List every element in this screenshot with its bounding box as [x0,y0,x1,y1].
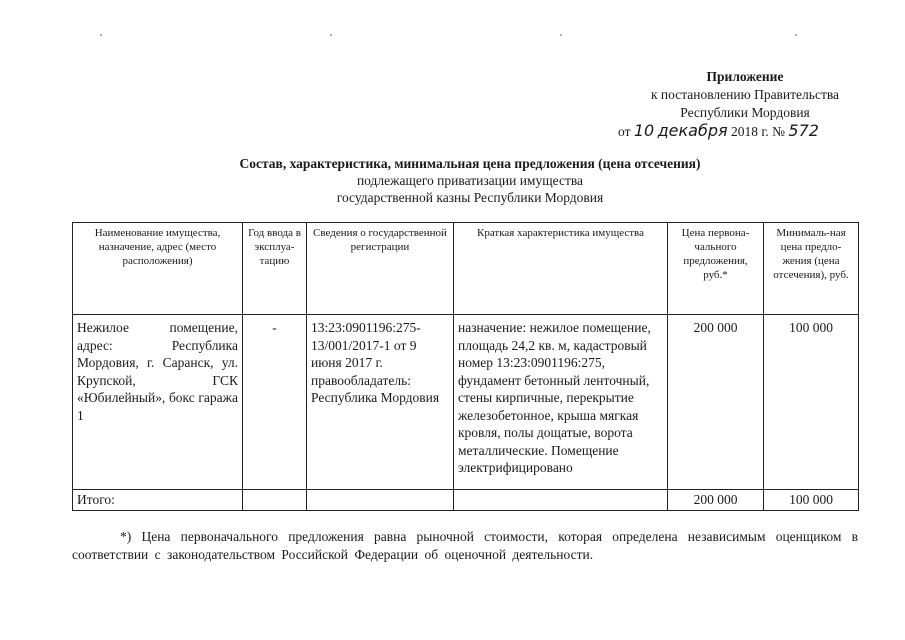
header-registration: Сведения о государственной регистрации [307,223,454,315]
cell-description: назначение: нежилое помещение, площадь 24,2 кв. м, кадастровый номер 13:23:0901196:275, фундамент бетонный ленточный, стены кирпичные, перекрытие железобетонное, крыша мягкая кровля, полы дощатые, ворота металлические. Помещение электрифицировано [454,315,668,490]
scan-dot [100,34,102,36]
header-year: Год ввода в эксплуа-тацию [243,223,307,315]
cell-registration: 13:23:0901196:275-13/001/2017-1 от 9 июня 2017 г. правообладатель: Республика Мордовия [307,315,454,490]
appendix-header [600,68,890,141]
appendix-line-2: Республики Мордовия [680,105,810,120]
table-row [73,315,859,490]
cell-initial-price: 200 000 [668,315,764,490]
total-empty-registration [307,490,454,511]
appendix-title: Приложение [706,69,784,84]
header-min-price: Минималь-ная цена предло-жения (цена отсечения), руб. [764,223,859,315]
title-line-2: подлежащего приватизации имущества [356,173,584,188]
header-description: Краткая характеристика имущества [454,223,668,315]
cell-name: Нежилое помещение, адрес: Республика Мордовия, г. Саранск, ул. Крупской, ГСК «Юбилейный», бокс гаража 1 [73,315,243,490]
total-initial-price: 200 000 [668,490,764,511]
date-month: декабря [657,121,728,140]
total-label: Итого: [73,490,243,511]
footnote: *) Цена первоначального предложения равна рыночной стоимости, которая определена независимым оценщиком в соответствии с законодательством Российской Федерации об оценочной деятельности. [72,529,858,562]
table-header-row [73,223,859,315]
cell-year: - [243,315,307,490]
header-initial-price: Цена первона-чального предложения, руб.* [668,223,764,315]
title-line-3: государственной казны Республики Мордовия [336,190,604,205]
document-title [150,155,790,206]
total-min-price: 100 000 [764,490,859,511]
scan-dot [560,34,562,36]
header-name: Наименование имущества, назначение, адрес (место расположения) [73,223,243,315]
decree-number: 572 [788,121,819,140]
total-empty-description [454,490,668,511]
total-empty-year [243,490,307,511]
date-year: 2018 г. № [731,124,786,139]
date-day: 10 [633,121,655,140]
scan-dot [330,34,332,36]
appendix-line-1: к постановлению Правительства [650,87,840,102]
cell-min-price: 100 000 [764,315,859,490]
title-line-1: Состав, характеристика, минимальная цена предложения (цена отсечения) [239,156,701,171]
appendix-date-line [600,122,890,141]
table-total-row [73,490,859,511]
property-table [72,222,859,511]
date-prefix: от [618,124,631,139]
scan-dot [795,34,797,36]
